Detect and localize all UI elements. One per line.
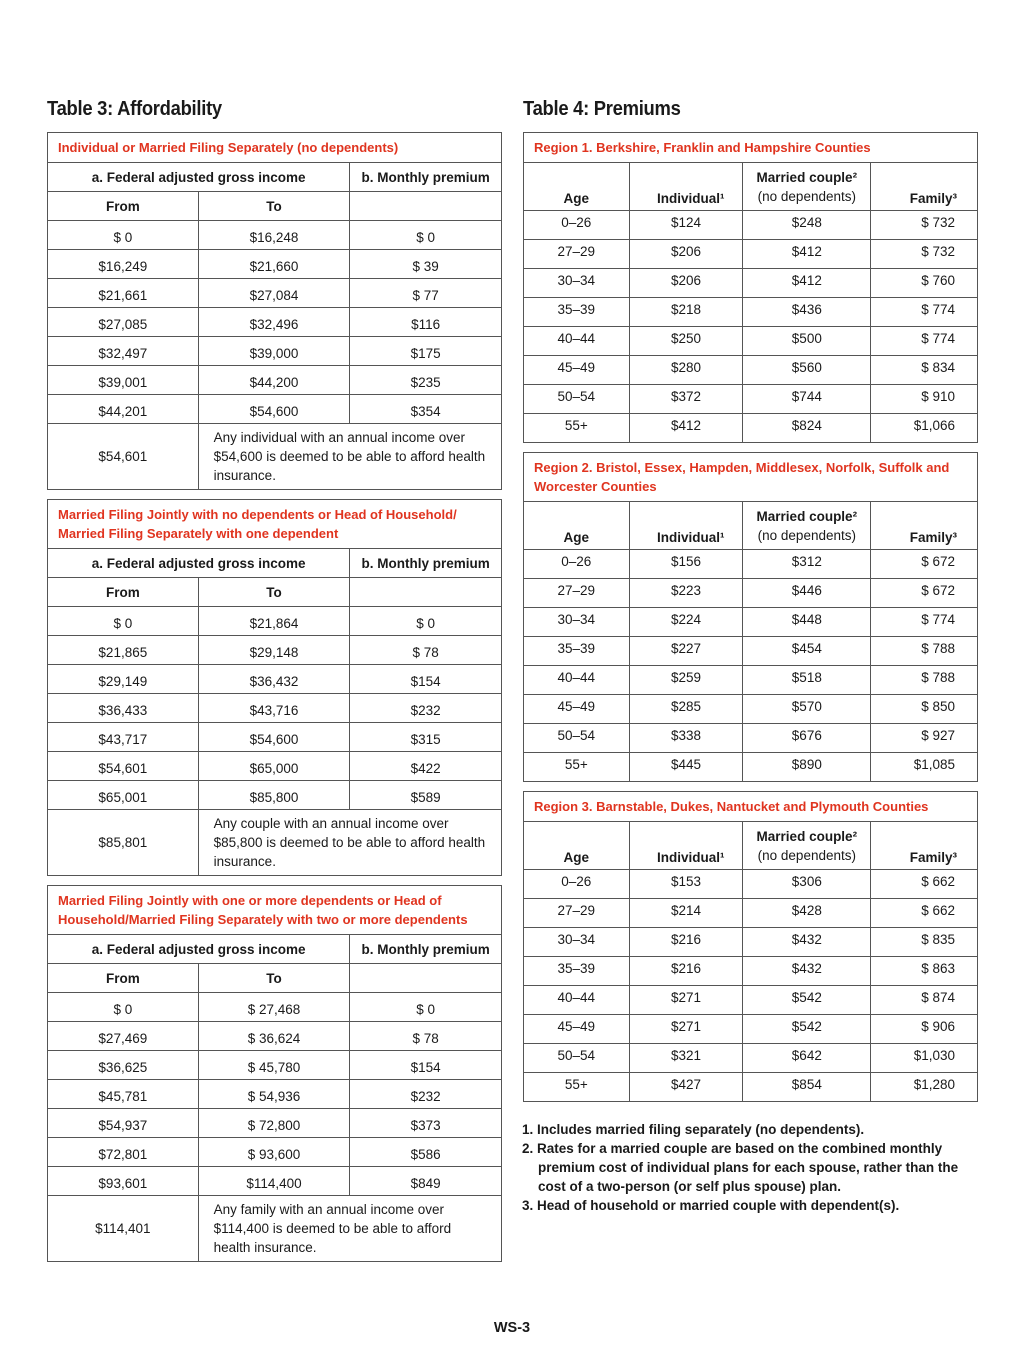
subheader-row bbox=[48, 964, 502, 993]
table-row bbox=[48, 395, 502, 424]
family-column-header: Family³ bbox=[871, 163, 978, 211]
age-cell: 40–44 bbox=[524, 666, 630, 695]
from-column-header: From bbox=[48, 578, 199, 607]
income-from-cell: $45,781 bbox=[48, 1080, 199, 1109]
table-row bbox=[524, 550, 978, 579]
income-to-cell: $36,432 bbox=[198, 665, 350, 694]
individual-cell: $271 bbox=[629, 1015, 743, 1044]
individual-cell: $156 bbox=[629, 550, 743, 579]
age-cell: 0–26 bbox=[524, 211, 630, 240]
family-cell: $ 788 bbox=[871, 666, 978, 695]
monthly-premium-cell: $ 0 bbox=[350, 993, 502, 1022]
region-header: Region 3. Barnstable, Dukes, Nantucket and Plymouth Counties bbox=[524, 792, 978, 822]
subheader-row bbox=[48, 192, 502, 221]
table-row bbox=[48, 1167, 502, 1196]
family-cell: $ 835 bbox=[871, 928, 978, 957]
married-couple-cell: $454 bbox=[743, 637, 871, 666]
married-couple-sublabel: (no dependents) bbox=[757, 188, 856, 204]
monthly-premium-cell: $154 bbox=[350, 1051, 502, 1080]
individual-cell: $153 bbox=[629, 870, 743, 899]
empty-cell bbox=[350, 578, 502, 607]
married-couple-cell: $306 bbox=[743, 870, 871, 899]
family-cell: $1,280 bbox=[871, 1073, 978, 1102]
married-couple-cell: $518 bbox=[743, 666, 871, 695]
age-cell: 27–29 bbox=[524, 899, 630, 928]
family-cell: $ 760 bbox=[871, 269, 978, 298]
section-gap-cell bbox=[48, 490, 502, 500]
income-from-cell: $ 0 bbox=[48, 221, 199, 250]
income-from-cell: $16,249 bbox=[48, 250, 199, 279]
income-from-cell: $54,601 bbox=[48, 752, 199, 781]
monthly-premium-cell: $116 bbox=[350, 308, 502, 337]
income-to-cell: $ 93,600 bbox=[198, 1138, 350, 1167]
individual-cell: $338 bbox=[629, 724, 743, 753]
section-header: Individual or Married Filing Separately (no dependents) bbox=[48, 133, 502, 163]
income-from-cell: $54,937 bbox=[48, 1109, 199, 1138]
monthly-premium-cell: $849 bbox=[350, 1167, 502, 1196]
family-cell: $ 910 bbox=[871, 385, 978, 414]
table-row bbox=[524, 211, 978, 240]
family-cell: $ 874 bbox=[871, 986, 978, 1015]
individual-cell: $445 bbox=[629, 753, 743, 782]
threshold-description: Any couple with an annual income over $85,800 is deemed to be able to afford health insurance. bbox=[198, 810, 501, 876]
income-to-cell: $54,600 bbox=[198, 723, 350, 752]
age-cell: 45–49 bbox=[524, 356, 630, 385]
income-from-cell: $36,433 bbox=[48, 694, 199, 723]
region-header: Region 2. Bristol, Essex, Hampden, Middlesex, Norfolk, Suffolk and Worcester Counties bbox=[524, 453, 978, 502]
column-header-row bbox=[48, 549, 502, 578]
monthly-premium-cell: $232 bbox=[350, 694, 502, 723]
individual-cell: $427 bbox=[629, 1073, 743, 1102]
column-header-row bbox=[48, 163, 502, 192]
married-couple-cell: $448 bbox=[743, 608, 871, 637]
individual-cell: $321 bbox=[629, 1044, 743, 1073]
table-row bbox=[524, 637, 978, 666]
table3-title: Table 3: Affordability bbox=[47, 98, 222, 120]
subheader-row bbox=[48, 578, 502, 607]
section-gap bbox=[48, 490, 502, 500]
empty-cell bbox=[350, 192, 502, 221]
empty-cell bbox=[350, 964, 502, 993]
footnote-1: 1. Includes married filing separately (no dependents). bbox=[522, 1122, 865, 1137]
to-column-header: To bbox=[198, 578, 350, 607]
table-row bbox=[48, 250, 502, 279]
table-row bbox=[48, 993, 502, 1022]
table-row bbox=[48, 366, 502, 395]
married-couple-cell: $642 bbox=[743, 1044, 871, 1073]
family-cell: $ 662 bbox=[871, 870, 978, 899]
income-from-cell: $72,801 bbox=[48, 1138, 199, 1167]
family-cell: $1,085 bbox=[871, 753, 978, 782]
column-header-row bbox=[524, 502, 978, 550]
table-row bbox=[48, 636, 502, 665]
table-row bbox=[524, 269, 978, 298]
individual-cell: $216 bbox=[629, 928, 743, 957]
family-cell: $ 672 bbox=[871, 579, 978, 608]
family-cell: $ 906 bbox=[871, 1015, 978, 1044]
married-couple-cell: $412 bbox=[743, 240, 871, 269]
income-from-cell: $65,001 bbox=[48, 781, 199, 810]
to-column-header: To bbox=[198, 192, 350, 221]
table-row bbox=[48, 665, 502, 694]
threshold-description: Any individual with an annual income over $54,600 is deemed to be able to afford health insurance. bbox=[198, 424, 501, 490]
family-cell: $ 850 bbox=[871, 695, 978, 724]
individual-cell: $271 bbox=[629, 986, 743, 1015]
individual-cell: $227 bbox=[629, 637, 743, 666]
region-header-row bbox=[524, 792, 978, 822]
table-row bbox=[524, 870, 978, 899]
age-column-header: Age bbox=[524, 502, 630, 550]
income-from-cell: $29,149 bbox=[48, 665, 199, 694]
table-row bbox=[524, 928, 978, 957]
threshold-income-cell: $54,601 bbox=[48, 424, 199, 490]
married-couple-cell: $542 bbox=[743, 1015, 871, 1044]
income-from-cell: $36,625 bbox=[48, 1051, 199, 1080]
married-couple-cell: $542 bbox=[743, 986, 871, 1015]
income-column-header: a. Federal adjusted gross income bbox=[48, 549, 350, 578]
table-row bbox=[48, 1109, 502, 1138]
monthly-premium-cell: $422 bbox=[350, 752, 502, 781]
family-column-header: Family³ bbox=[871, 822, 978, 870]
monthly-premium-cell: $315 bbox=[350, 723, 502, 752]
section-gap-cell bbox=[48, 876, 502, 886]
family-cell: $ 662 bbox=[871, 899, 978, 928]
section-header-row bbox=[48, 500, 502, 549]
table-row bbox=[48, 1138, 502, 1167]
married-couple-cell: $412 bbox=[743, 269, 871, 298]
individual-cell: $214 bbox=[629, 899, 743, 928]
monthly-premium-cell: $ 78 bbox=[350, 636, 502, 665]
family-cell: $ 863 bbox=[871, 957, 978, 986]
monthly-premium-cell: $ 77 bbox=[350, 279, 502, 308]
married-couple-label: Married couple² bbox=[756, 508, 858, 524]
age-cell: 45–49 bbox=[524, 1015, 630, 1044]
premium-column-header: b. Monthly premium bbox=[350, 163, 502, 192]
income-from-cell: $43,717 bbox=[48, 723, 199, 752]
table-row bbox=[524, 1015, 978, 1044]
income-to-cell: $ 36,624 bbox=[198, 1022, 350, 1051]
table-row bbox=[524, 240, 978, 269]
table4-title: Table 4: Premiums bbox=[523, 98, 681, 120]
table-row bbox=[48, 694, 502, 723]
age-cell: 30–34 bbox=[524, 269, 630, 298]
age-cell: 27–29 bbox=[524, 579, 630, 608]
region-header-row bbox=[524, 453, 978, 502]
income-from-cell: $39,001 bbox=[48, 366, 199, 395]
monthly-premium-cell: $154 bbox=[350, 665, 502, 694]
family-cell: $ 732 bbox=[871, 240, 978, 269]
income-from-cell: $93,601 bbox=[48, 1167, 199, 1196]
married-column-header bbox=[743, 163, 871, 211]
age-cell: 27–29 bbox=[524, 240, 630, 269]
income-from-cell: $21,661 bbox=[48, 279, 199, 308]
table-row bbox=[524, 899, 978, 928]
income-from-cell: $44,201 bbox=[48, 395, 199, 424]
table-row bbox=[48, 752, 502, 781]
table-row bbox=[524, 385, 978, 414]
income-to-cell: $54,600 bbox=[198, 395, 350, 424]
income-from-cell: $ 0 bbox=[48, 607, 199, 636]
income-column-header: a. Federal adjusted gross income bbox=[48, 163, 350, 192]
income-to-cell: $39,000 bbox=[198, 337, 350, 366]
monthly-premium-cell: $232 bbox=[350, 1080, 502, 1109]
table-row bbox=[524, 666, 978, 695]
affordability-table bbox=[47, 132, 502, 1262]
footnote-3: 3. Head of household or married couple with dependent(s). bbox=[522, 1198, 900, 1213]
individual-cell: $280 bbox=[629, 356, 743, 385]
income-to-cell: $21,660 bbox=[198, 250, 350, 279]
column-header-row bbox=[524, 163, 978, 211]
region-header-row bbox=[524, 133, 978, 163]
income-to-cell: $65,000 bbox=[198, 752, 350, 781]
individual-cell: $412 bbox=[629, 414, 743, 443]
table-row bbox=[524, 608, 978, 637]
threshold-row bbox=[48, 810, 502, 876]
region-header: Region 1. Berkshire, Franklin and Hampshire Counties bbox=[524, 133, 978, 163]
monthly-premium-cell: $175 bbox=[350, 337, 502, 366]
table-row bbox=[48, 221, 502, 250]
individual-cell: $224 bbox=[629, 608, 743, 637]
married-couple-cell: $432 bbox=[743, 957, 871, 986]
threshold-row bbox=[48, 1196, 502, 1262]
family-cell: $ 834 bbox=[871, 356, 978, 385]
family-cell: $ 732 bbox=[871, 211, 978, 240]
premiums-table bbox=[523, 132, 978, 1102]
table-row bbox=[48, 1080, 502, 1109]
family-cell: $1,066 bbox=[871, 414, 978, 443]
footnote-2: 2. Rates for a married couple are based on the combined monthly premium cost of individual plans for each spouse, rather than the cost of a two-person (or self plus spouse) plan. bbox=[522, 1141, 959, 1194]
from-column-header: From bbox=[48, 964, 199, 993]
from-column-header: From bbox=[48, 192, 199, 221]
section-gap bbox=[524, 443, 978, 453]
table-row bbox=[48, 337, 502, 366]
monthly-premium-cell: $235 bbox=[350, 366, 502, 395]
income-to-cell: $ 27,468 bbox=[198, 993, 350, 1022]
family-cell: $ 788 bbox=[871, 637, 978, 666]
age-cell: 0–26 bbox=[524, 870, 630, 899]
monthly-premium-cell: $ 0 bbox=[350, 221, 502, 250]
income-to-cell: $21,864 bbox=[198, 607, 350, 636]
threshold-income-cell: $85,801 bbox=[48, 810, 199, 876]
individual-cell: $372 bbox=[629, 385, 743, 414]
monthly-premium-cell: $586 bbox=[350, 1138, 502, 1167]
monthly-premium-cell: $ 78 bbox=[350, 1022, 502, 1051]
married-couple-cell: $560 bbox=[743, 356, 871, 385]
age-cell: 30–34 bbox=[524, 928, 630, 957]
married-couple-cell: $676 bbox=[743, 724, 871, 753]
married-couple-label: Married couple² bbox=[756, 169, 858, 185]
income-to-cell: $27,084 bbox=[198, 279, 350, 308]
table-row bbox=[524, 986, 978, 1015]
premium-column-header: b. Monthly premium bbox=[350, 935, 502, 964]
table-row bbox=[524, 298, 978, 327]
section-header: Married Filing Jointly with no dependents or Head of Household/ Married Filing Separately with one dependent bbox=[48, 500, 502, 549]
family-cell: $ 774 bbox=[871, 298, 978, 327]
family-cell: $ 774 bbox=[871, 327, 978, 356]
age-cell: 55+ bbox=[524, 1073, 630, 1102]
income-to-cell: $16,248 bbox=[198, 221, 350, 250]
income-from-cell: $27,085 bbox=[48, 308, 199, 337]
age-cell: 55+ bbox=[524, 414, 630, 443]
section-gap-cell bbox=[524, 443, 978, 453]
income-from-cell: $21,865 bbox=[48, 636, 199, 665]
threshold-description: Any family with an annual income over $114,400 is deemed to be able to afford health insurance. bbox=[198, 1196, 501, 1262]
age-cell: 45–49 bbox=[524, 695, 630, 724]
income-from-cell: $32,497 bbox=[48, 337, 199, 366]
table-row bbox=[524, 414, 978, 443]
table-row bbox=[524, 1073, 978, 1102]
individual-cell: $124 bbox=[629, 211, 743, 240]
individual-column-header: Individual¹ bbox=[629, 822, 743, 870]
income-to-cell: $ 54,936 bbox=[198, 1080, 350, 1109]
section-gap bbox=[524, 782, 978, 792]
age-cell: 40–44 bbox=[524, 986, 630, 1015]
married-couple-sublabel: (no dependents) bbox=[757, 847, 856, 863]
table-row bbox=[524, 579, 978, 608]
monthly-premium-cell: $ 0 bbox=[350, 607, 502, 636]
married-couple-cell: $432 bbox=[743, 928, 871, 957]
married-couple-cell: $744 bbox=[743, 385, 871, 414]
married-couple-cell: $248 bbox=[743, 211, 871, 240]
married-couple-cell: $854 bbox=[743, 1073, 871, 1102]
section-header-row bbox=[48, 133, 502, 163]
age-cell: 50–54 bbox=[524, 724, 630, 753]
family-cell: $ 672 bbox=[871, 550, 978, 579]
family-cell: $ 774 bbox=[871, 608, 978, 637]
age-column-header: Age bbox=[524, 163, 630, 211]
age-cell: 35–39 bbox=[524, 298, 630, 327]
age-cell: 50–54 bbox=[524, 1044, 630, 1073]
income-column-header: a. Federal adjusted gross income bbox=[48, 935, 350, 964]
income-to-cell: $114,400 bbox=[198, 1167, 350, 1196]
to-column-header: To bbox=[198, 964, 350, 993]
table-row bbox=[524, 327, 978, 356]
individual-cell: $259 bbox=[629, 666, 743, 695]
page-number: WS-3 bbox=[493, 1320, 531, 1336]
income-from-cell: $27,469 bbox=[48, 1022, 199, 1051]
age-cell: 0–26 bbox=[524, 550, 630, 579]
married-couple-cell: $312 bbox=[743, 550, 871, 579]
table-row bbox=[48, 781, 502, 810]
footnotes bbox=[522, 1120, 962, 1215]
column-header-row bbox=[524, 822, 978, 870]
table-row bbox=[48, 607, 502, 636]
married-couple-cell: $890 bbox=[743, 753, 871, 782]
table-row bbox=[524, 1044, 978, 1073]
table-row bbox=[48, 308, 502, 337]
table-row bbox=[524, 356, 978, 385]
table-row bbox=[524, 724, 978, 753]
age-cell: 40–44 bbox=[524, 327, 630, 356]
monthly-premium-cell: $589 bbox=[350, 781, 502, 810]
age-cell: 50–54 bbox=[524, 385, 630, 414]
individual-cell: $223 bbox=[629, 579, 743, 608]
individual-column-header: Individual¹ bbox=[629, 502, 743, 550]
married-couple-cell: $428 bbox=[743, 899, 871, 928]
income-to-cell: $32,496 bbox=[198, 308, 350, 337]
family-cell: $1,030 bbox=[871, 1044, 978, 1073]
individual-cell: $206 bbox=[629, 269, 743, 298]
threshold-row bbox=[48, 424, 502, 490]
table-row bbox=[524, 753, 978, 782]
age-column-header: Age bbox=[524, 822, 630, 870]
income-from-cell: $ 0 bbox=[48, 993, 199, 1022]
section-header: Married Filing Jointly with one or more dependents or Head of Household/Married Filing Separately with two or more dependents bbox=[48, 886, 502, 935]
table-row bbox=[524, 957, 978, 986]
premium-column-header: b. Monthly premium bbox=[350, 549, 502, 578]
income-to-cell: $85,800 bbox=[198, 781, 350, 810]
individual-cell: $218 bbox=[629, 298, 743, 327]
table-row bbox=[48, 1051, 502, 1080]
age-cell: 55+ bbox=[524, 753, 630, 782]
married-couple-cell: $446 bbox=[743, 579, 871, 608]
income-to-cell: $43,716 bbox=[198, 694, 350, 723]
table-row bbox=[48, 1022, 502, 1051]
married-couple-cell: $570 bbox=[743, 695, 871, 724]
married-couple-sublabel: (no dependents) bbox=[757, 527, 856, 543]
individual-cell: $250 bbox=[629, 327, 743, 356]
age-cell: 35–39 bbox=[524, 637, 630, 666]
individual-column-header: Individual¹ bbox=[629, 163, 743, 211]
monthly-premium-cell: $ 39 bbox=[350, 250, 502, 279]
family-cell: $ 927 bbox=[871, 724, 978, 753]
income-to-cell: $ 45,780 bbox=[198, 1051, 350, 1080]
individual-cell: $206 bbox=[629, 240, 743, 269]
column-header-row bbox=[48, 935, 502, 964]
married-couple-cell: $824 bbox=[743, 414, 871, 443]
section-header-row bbox=[48, 886, 502, 935]
section-gap bbox=[48, 876, 502, 886]
married-couple-cell: $436 bbox=[743, 298, 871, 327]
married-couple-cell: $500 bbox=[743, 327, 871, 356]
married-column-header bbox=[743, 822, 871, 870]
threshold-income-cell: $114,401 bbox=[48, 1196, 199, 1262]
age-cell: 35–39 bbox=[524, 957, 630, 986]
individual-cell: $285 bbox=[629, 695, 743, 724]
income-to-cell: $ 72,800 bbox=[198, 1109, 350, 1138]
monthly-premium-cell: $354 bbox=[350, 395, 502, 424]
income-to-cell: $29,148 bbox=[198, 636, 350, 665]
table-row bbox=[48, 723, 502, 752]
monthly-premium-cell: $373 bbox=[350, 1109, 502, 1138]
section-gap-cell bbox=[524, 782, 978, 792]
age-cell: 30–34 bbox=[524, 608, 630, 637]
table-row bbox=[524, 695, 978, 724]
married-couple-label: Married couple² bbox=[756, 828, 858, 844]
table-row bbox=[48, 279, 502, 308]
individual-cell: $216 bbox=[629, 957, 743, 986]
family-column-header: Family³ bbox=[871, 502, 978, 550]
income-to-cell: $44,200 bbox=[198, 366, 350, 395]
married-column-header bbox=[743, 502, 871, 550]
